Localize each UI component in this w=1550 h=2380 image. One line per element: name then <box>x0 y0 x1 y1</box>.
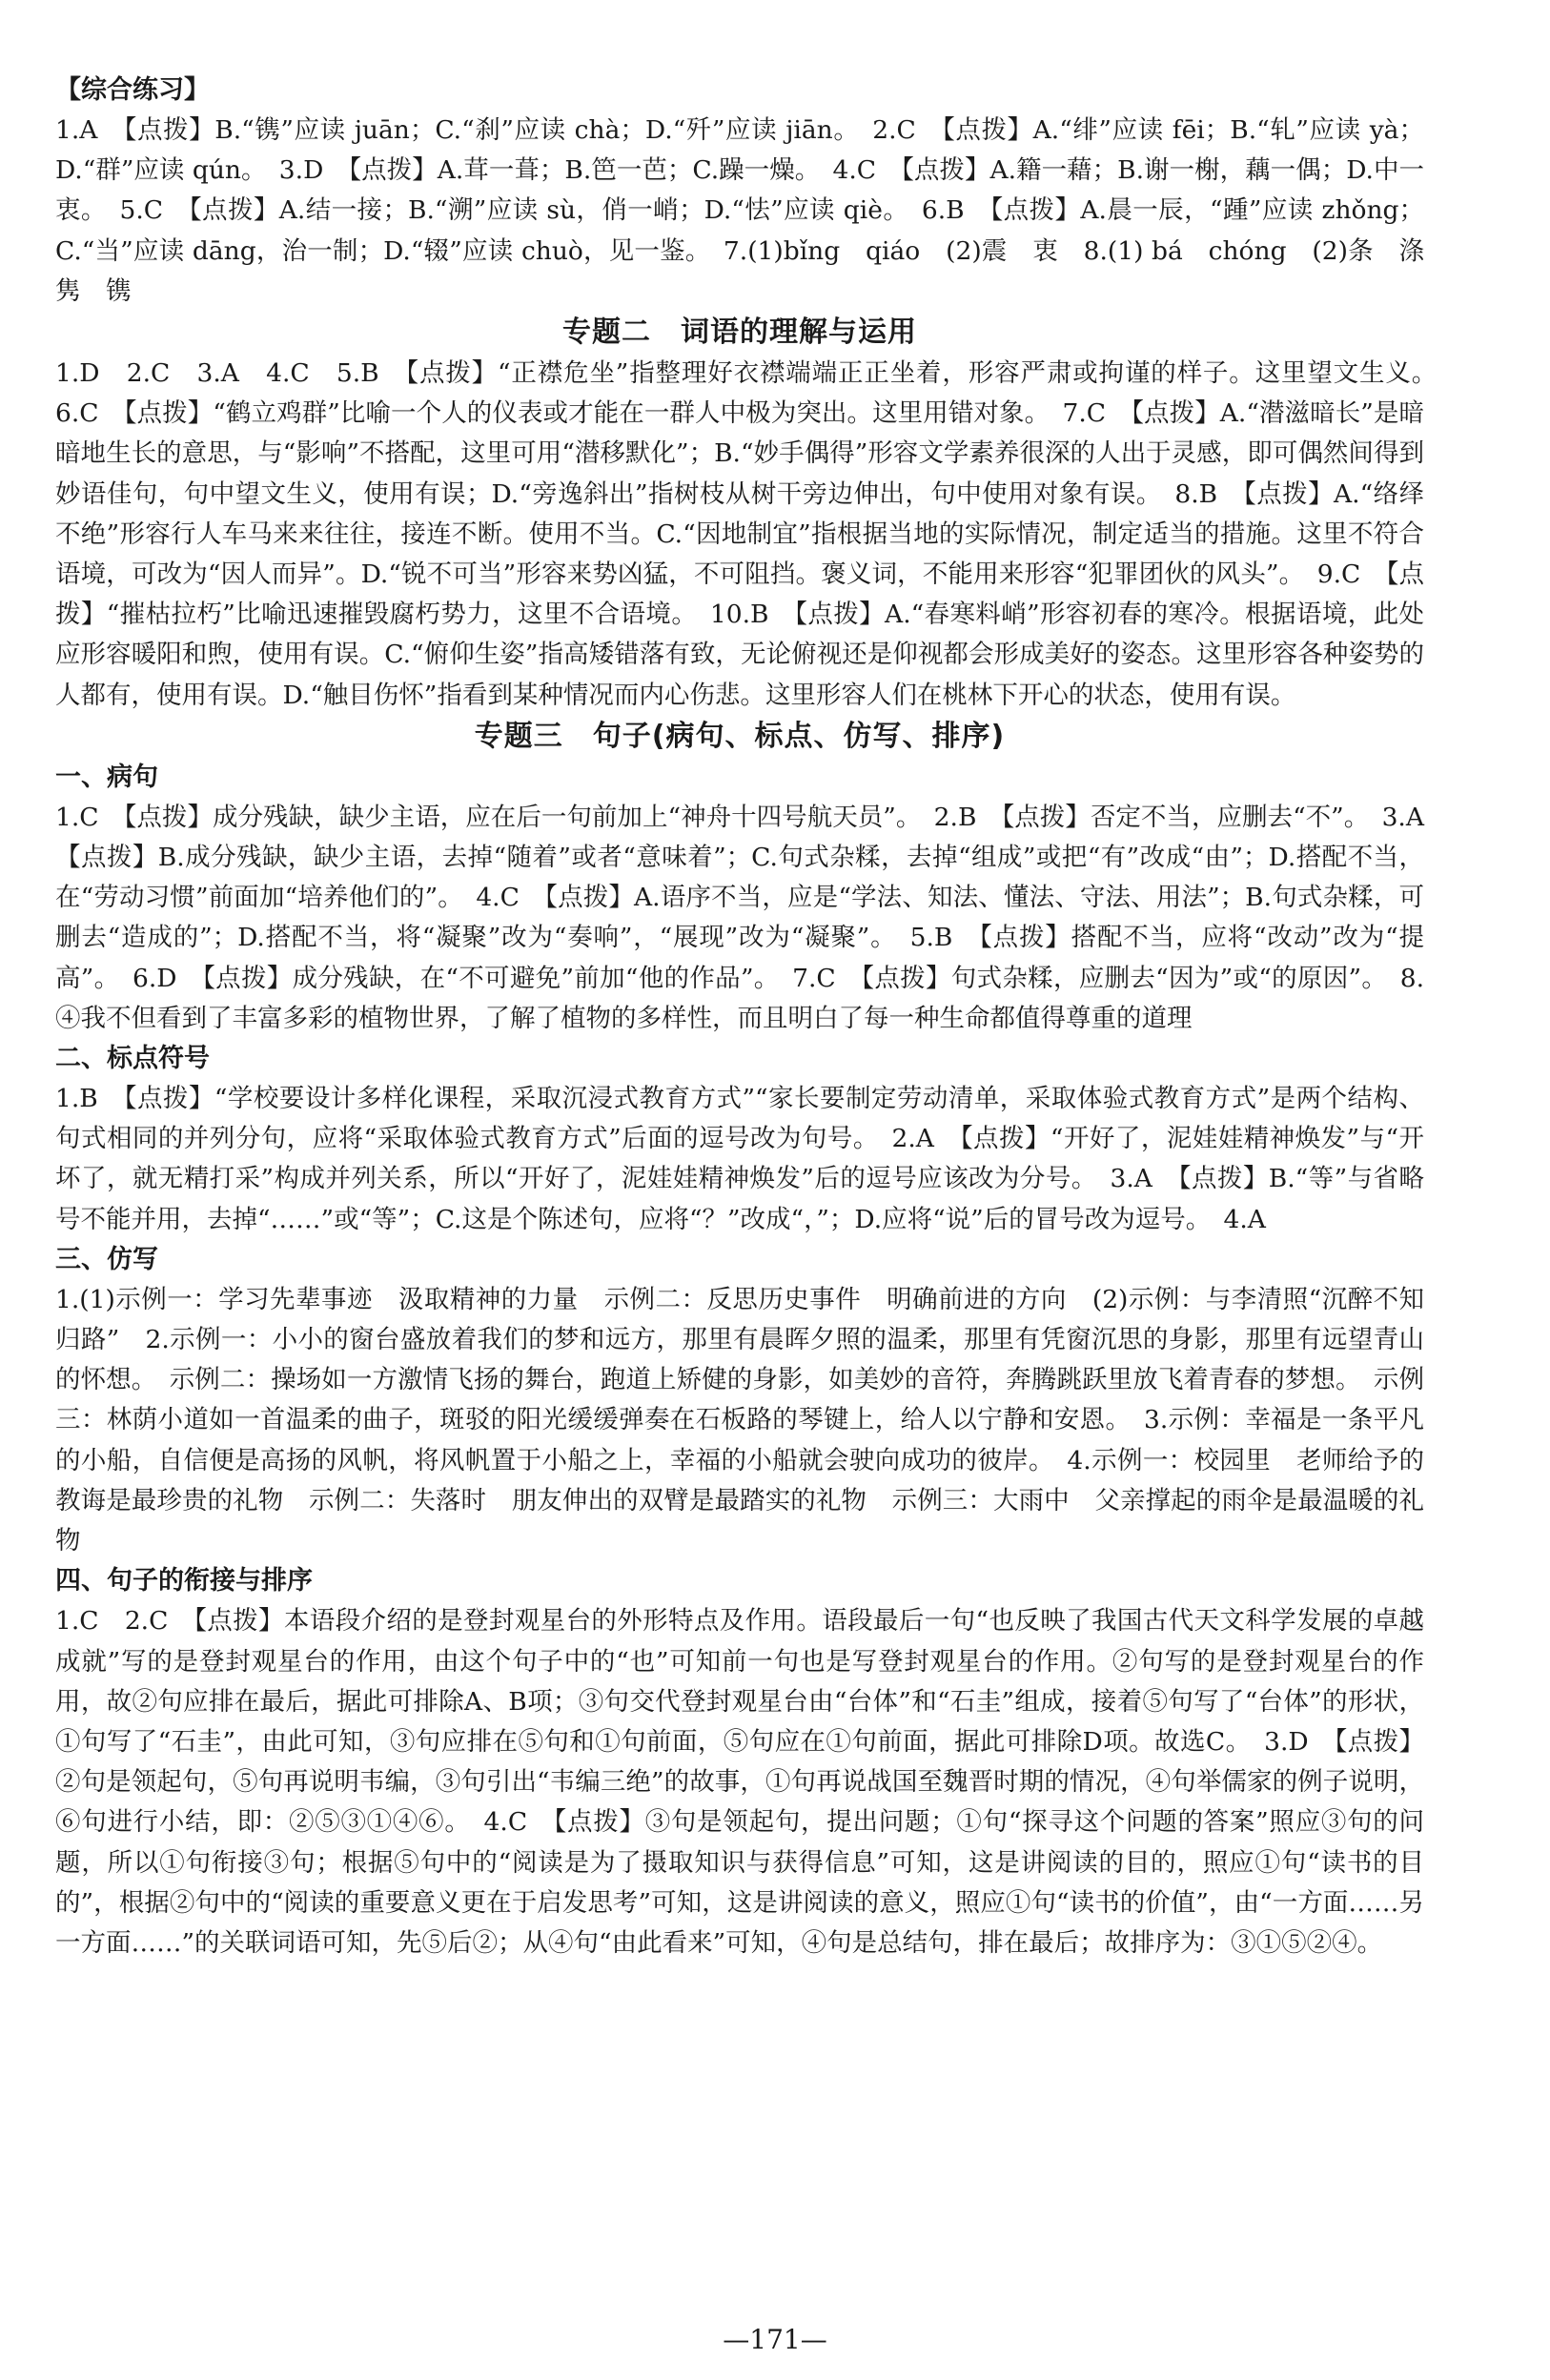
comprehensive-answers: 1.A 【点拨】B.“镌”应读 juān；C.“刹”应读 chà；D.“歼”应读 jiān。 2.C 【点拨】A.“绯”应读 fēi；B.“轧”应读 yà；D.“群”应读 qún。 3.D 【点拨】A.茸一葺；B.笆一芭；C.躁一燥。 4.C 【点拨】A.籍一藉；B.谢一榭，藕一偶；D.中一衷。 5.C 【点拨】A.结一接；B.“溯”应读 sù，俏一峭；D.“怯”应读 qiè。 6.B 【点拨】A.晨一辰，“踵”应读 zhǒng；C.“当”应读 dāng，治一制；D.“辍”应读 chuò，见一鉴。 7.(1)bǐng qiáo (2)震 衷 8.(1) bá chóng (2)条 涤 隽 镌 <box>55 115 1450 306</box>
page-number: —171— <box>723 2324 827 2355</box>
topic3-part4-heading: 四、句子的衔接与排序 <box>55 1566 313 1597</box>
topic3-part3-answers: 1.(1)示例一：学习先辈事迹 汲取精神的力量 示例二：反思历史事件 明确前进的方向 (2)示例：与李清照“沉醉不知归路” 2.示例一：小小的窗台盛放着我们的梦和远方，那里有晨晖夕照的温柔，那里有凭窗沉思的身影，那里有远望青山的怀想。 示例二：操场如一方激情飞扬的舞台，跑道上矫健的身影，如美妙的音符，奔腾跳跃里放飞着青春的梦想。 示例三：林荫小道如一首温柔的曲子，斑驳的阳光缓缓弹奏在石板路的琴键上，给人以宁静和安恩。 3.示例：幸福是一条平凡的小船，自信便是高扬的风帆，将风帆置于小船之上，幸福的小船就会驶向成功的彼岸。 4.示例一：校园里 老师给予的教诲是最珍贵的礼物 示例二：失落时 朋友伸出的双臂是最踏实的礼物 示例三：大雨中 父亲撑起的雨伞是最温暖的礼物 <box>55 1284 1424 1556</box>
topic3-part1-answers: 1.C 【点拨】成分残缺，缺少主语，应在后一句前加上“神舟十四号航天员”。 2.B 【点拨】否定不当，应删去“不”。 3.A 【点拨】B.成分残缺，缺少主语，去掉“随着”或者“意味着”；C.句式杂糅，去掉“组成”或把“有”改成“由”；D.搭配不当，在“劳动习惯”前面加“培养他们的”。 4.C 【点拨】A.语序不当，应是“学法、知法、懂法、守法、用法”；B.句式杂糅，可删去“造成的”；D.搭配不当，将“凝聚”改为“奏响”，“展现”改为“凝聚”。 5.B 【点拨】搭配不当，应将“改动”改为“提高”。 6.D 【点拨】成分残缺，在“不可避免”前加“他的作品”。 7.C 【点拨】句式杂糅，应删去“因为”或“的原因”。 8.④我不但看到了丰富多彩的植物世界，了解了植物的多样性，而且明白了每一种生命都值得尊重的道理 <box>55 802 1450 1033</box>
topic3-part1-heading: 一、病句 <box>55 762 158 792</box>
topic3-part2-answers: 1.B 【点拨】“学校要设计多样化课程，采取沉浸式教育方式”“家长要制定劳动清单，采取体验式教育方式”是两个结构、句式相同的并列分句，应将“采取体验式教育方式”后面的逗号改为句号。 2.A 【点拨】“开好了，泥娃娃精神焕发”与“开坏了，就无精打采”构成并列关系，所以“开好了，泥娃娃精神焕发”后的逗号应该改为分号。 3.A 【点拨】B.“等”与省略号不能并用，去掉“……”或“等”；C.这是个陈述句，应将“？”改成“，”；D.应将“说”后的冒号改为逗号。 4.A <box>55 1084 1424 1234</box>
topic3-part2-heading: 二、标点符号 <box>55 1044 210 1074</box>
answer-page <box>55 71 1450 1963</box>
topic2-title: 专题二 词语的理解与运用 <box>562 315 917 350</box>
topic3-part3-heading: 三、仿写 <box>55 1244 158 1274</box>
topic2-answers: 1.D 2.C 3.A 4.C 5.B 【点拨】“正襟危坐”指整理好衣襟端端正正坐着，形容严肃或拘谨的样子。这里望文生义。 6.C 【点拨】“鹤立鸡群”比喻一个人的仪表或才能在一群人中极为突出。这里用错对象。 7.C 【点拨】A.“潜滋暗长”是暗暗地生长的意思，与“影响”不搭配，这里可用“潜移默化”；B.“妙手偶得”形容文学素养很深的人出于灵感，即可偶然间得到妙语佳句，句中望文生义，使用有误；D.“旁逸斜出”指树枝从树干旁边伸出，句中使用对象有误。 8.B 【点拨】A.“络绎不绝”形容行人车马来来往往，接连不断。使用不当。C.“因地制宜”指根据当地的实际情况，制定适当的措施。这里不符合语境，可改为“因人而异”。D.“锐不可当”形容来势凶猛，不可阻挡。褒义词，不能用来形容“犯罪团伙的风头”。 9.C 【点拨】“摧枯拉朽”比喻迅速摧毁腐朽势力，这里不合语境。 10.B 【点拨】A.“春寒料峭”形容初春的寒冷。根据语境，此处应形容暖阳和煦，使用有误。C.“俯仰生姿”指高矮错落有致，无论俯视还是仰视都会形成美好的姿态。这里形容各种姿势的人都有，使用有误。D.“触目伤怀”指看到某种情况而内心伤悲。这里形容人们在桃林下开心的状态，使用有误。 <box>55 358 1450 710</box>
topic3-title: 专题三 句子(病句、标点、仿写、排序) <box>474 719 1006 753</box>
comprehensive-heading: 【综合练习】 <box>55 75 210 105</box>
topic3-part4-answers: 1.C 2.C 【点拨】本语段介绍的是登封观星台的外形特点及作用。语段最后一句“也反映了我国古代天文科学发展的卓越成就”写的是登封观星台的作用，由这个句子中的“也”可知前一句也是写登封观星台的作用。②句写的是登封观星台的作用，故②句应排在最后，据此可排除A、B项；③句交代登封观星台由“台体”和“石圭”组成，接着⑤句写了“台体”的形状，①句写了“石圭”，由此可知，③句应排在⑤句和①句前面，⑤句应在①句前面，据此可排除D项。故选C。 3.D 【点拨】②句是领起句，⑤句再说明韦编，③句引出“韦编三绝”的故事，①句再说战国至魏晋时期的情况，④句举儒家的例子说明，⑥句进行小结，即：②⑤③①④⑥。 4.C 【点拨】③句是领起句，提出问题；①句“探寻这个问题的答案”照应③句的问题，所以①句衔接③句；根据⑤句中的“阅读是为了摄取知识与获得信息”可知，这是讲阅读的目的，照应①句“读书的目的”，根据②句中的“阅读的重要意义更在于启发思考”可知，这是讲阅读的意义，照应①句“读书的价值”，由“一方面……另一方面……”的关联词语可知，先⑤后②；从④句“由此看来”可知，④句是总结句，排在最后；故排序为：③①⑤②④。 <box>55 1606 1424 1958</box>
